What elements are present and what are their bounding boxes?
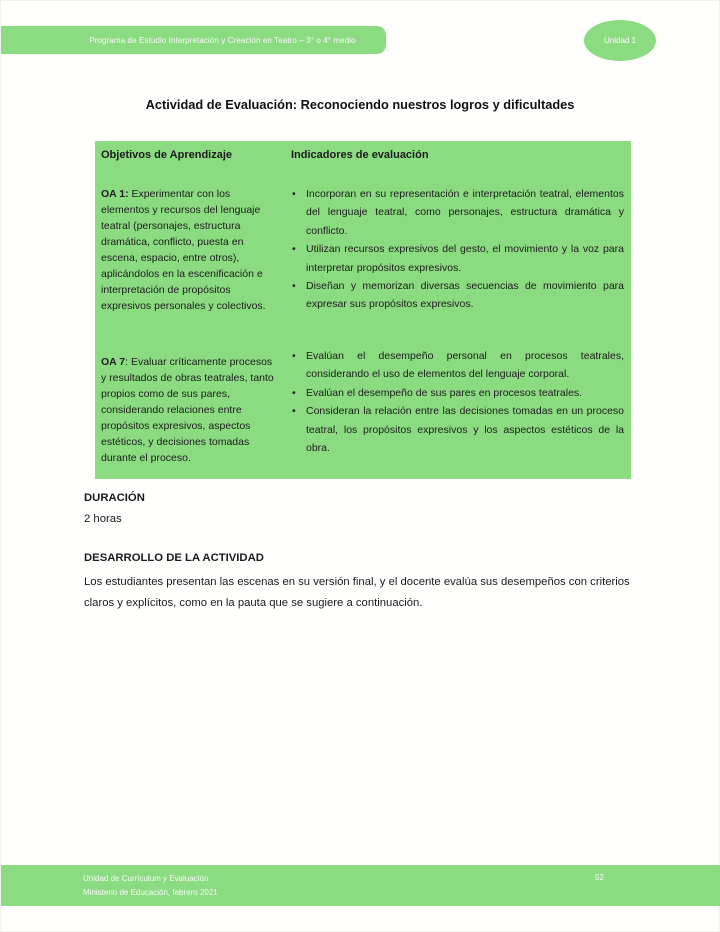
development-heading: DESARROLLO DE LA ACTIVIDAD (84, 552, 264, 564)
indicator-item (291, 347, 624, 384)
objective-oa1-cell (95, 183, 285, 338)
indicator-item (291, 402, 624, 457)
program-header-label: Programa de Estudio Interpretación y Creación en Teatro – 3° o 4° medio (89, 35, 356, 45)
development-text: Los estudiantes presentan las escenas en su versión final, y el docente evalúa sus desempeños con criterios claros y explícitos, como en la pauta que se sugiere a continuación. (84, 576, 630, 609)
footer-line2: Ministerio de Educación, febrero 2021 (83, 887, 218, 897)
page-number: 52 (595, 873, 604, 882)
column-header-objectives: Objetivos de Aprendizaje (101, 149, 233, 161)
indicator-text: Evalúan el desempeño personal en procesos teatrales, considerando el uso de elementos del lenguaje corporal. (306, 350, 624, 381)
unit-badge (584, 20, 656, 61)
column-header-indicators: Indicadores de evaluación (291, 149, 429, 161)
indicator-text: Utilizan recursos expresivos del gesto, el movimiento y la voz para interpretar propósitos expresivos. (306, 243, 624, 274)
duration-heading: DURACIÓN (84, 492, 145, 504)
bullet-icon: • (292, 405, 296, 418)
indicator-item (291, 384, 624, 402)
footer-bar (1, 865, 720, 906)
objective-oa1-text: Experimentar con los elementos y recursos del lenguaje teatral (personajes, estructura dramática, conflicto, puesta en escena, espacio, entre otros), aplicándolos en la escenificación e interpretación de propósitos expresivos personales y colectivos. (101, 188, 266, 312)
unit-badge-label: Unidad 1 (603, 36, 637, 45)
duration-value: 2 horas (84, 513, 122, 525)
indicators-oa1-cell (285, 183, 631, 338)
evaluation-table (95, 141, 631, 479)
indicators-oa7-cell (285, 338, 631, 479)
activity-details (84, 491, 641, 614)
indicators-oa1-list (291, 185, 624, 314)
bullet-icon: • (292, 243, 296, 256)
indicator-item (291, 277, 624, 314)
objective-oa1-label: OA 1: (101, 188, 129, 200)
objective-oa7-text: : Evaluar críticamente procesos y resultados de obras teatrales, tanto propios como de sus pares, considerando relaciones entre propósitos expresivos, aspectos estéticos, y decisiones tomadas durante el proceso. (101, 356, 274, 464)
bullet-icon: • (292, 188, 296, 200)
footer-credits (83, 872, 218, 899)
indicator-text: Consideran la relación entre las decisiones tomadas en un proceso teatral, los propósitos expresivos y los aspectos estéticos de la obra. (306, 405, 624, 455)
bullet-icon: • (292, 386, 296, 399)
bullet-icon: • (292, 280, 296, 293)
footer-line1: Unidad de Currículum y Evaluación (83, 874, 209, 883)
page-title: Actividad de Evaluación: Reconociendo nuestros logros y dificultades (145, 97, 575, 112)
objective-oa7-label: OA 7 (101, 356, 126, 368)
program-header-bar (1, 26, 386, 54)
indicators-oa7-list (291, 347, 624, 457)
indicator-item (291, 185, 624, 240)
indicator-text: Evalúan el desempeño de sus pares en procesos teatrales. (306, 386, 583, 399)
indicator-item (291, 240, 624, 277)
bullet-icon: • (292, 350, 296, 362)
indicator-text: Diseñan y memorizan diversas secuencias de movimiento para expresar sus propósitos expresivos. (306, 280, 624, 311)
objective-oa7-cell (95, 338, 285, 479)
indicator-text: Incorporan en su representación e interpretación teatral, elementos del lenguaje teatral, como personajes, estructura dramática y conflicto. (306, 188, 624, 237)
